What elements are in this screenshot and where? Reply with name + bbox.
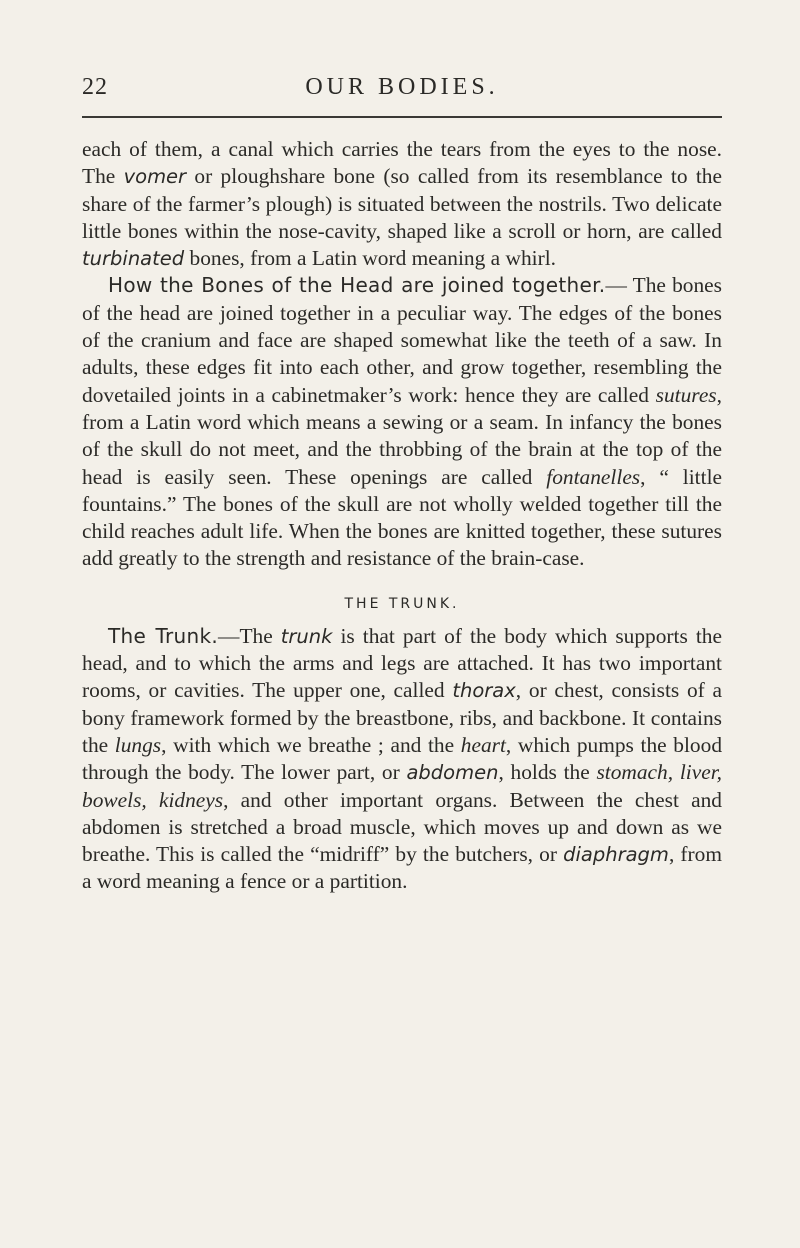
paragraph-heading-joints: How the Bones of the Head are joined together. [108, 273, 606, 298]
body-text [82, 136, 722, 896]
term-heart: heart [460, 732, 506, 757]
term-sutures: sutures [655, 382, 717, 407]
term-fontanelles: fontanelles [546, 464, 641, 489]
term-abdomen: abdomen [406, 761, 499, 785]
running-title: OUR BODIES. [305, 74, 499, 100]
term-trunk: trunk [280, 624, 333, 648]
page-header [82, 74, 722, 114]
term-diaphragm: diaphragm [563, 843, 669, 867]
paragraph-heading-trunk: The Trunk. [108, 623, 219, 648]
paragraph-trunk: The Trunk.—The trunk is that part of the body which supports the head, and to which the arms and legs are attached. It has two important rooms, or cavities. The upper one, called thorax, or chest, consists of a bony framework formed by the breastbone, ribs, and backbone. It contains the lungs, with which we breathe ; and the heart, which pumps the blood through the body. The lower part, or abdomen, holds the stomach, liver, bowels, kidneys, and other important organs. Between the chest and abdomen is stretched a broad muscle, which moves up and down as we breathe. This is called the “midriff” by the butchers, or diaphragm, from a word meaning a fence or a partition. [82, 623, 723, 894]
term-turbinated: turbinated [82, 247, 185, 271]
header-rule [82, 116, 722, 118]
paragraph-head-joints: How the Bones of the Head are joined together.— The bones of the head are joined together in a peculiar way. The edges of the bones of the cranium and face are shaped somewhat like the teeth of a saw. In adults, these edges fit into each other, and grow together, resembling the dovetailed joints in a cabinetmaker’s work: hence they are called sutures, from a Latin word which means a sewing or a seam. In infancy the bones of the skull do not meet, and the throbbing of the brain at the top of the head is easily seen. These openings are called fontanelles, “ little fountains.” The bones of the skull are not wholly welded together till the child reaches adult life. When the bones are knitted together, these sutures add greatly to the strength and resistance of the brain-case. [82, 273, 723, 571]
term-organs: stomach, liver, bowels, kidneys [82, 760, 722, 812]
term-vomer: vomer [123, 165, 187, 189]
page-number: 22 [82, 74, 108, 100]
term-thorax: thorax [452, 679, 516, 703]
term-lungs: lungs [114, 732, 162, 757]
paragraph-skull-bones: each of them, a canal which carries the tears from the eyes to the nose. The vomer or ploughshare bone (so called from its resemblance to the share of the farmer’s plough) is situated between the nostrils. Two delicate little bones within the nose-cavity, shaped like a scroll or horn, are called turbinated bones, from a Latin word meaning a whirl. [82, 137, 722, 271]
section-heading-trunk: THE TRUNK. [344, 595, 460, 612]
